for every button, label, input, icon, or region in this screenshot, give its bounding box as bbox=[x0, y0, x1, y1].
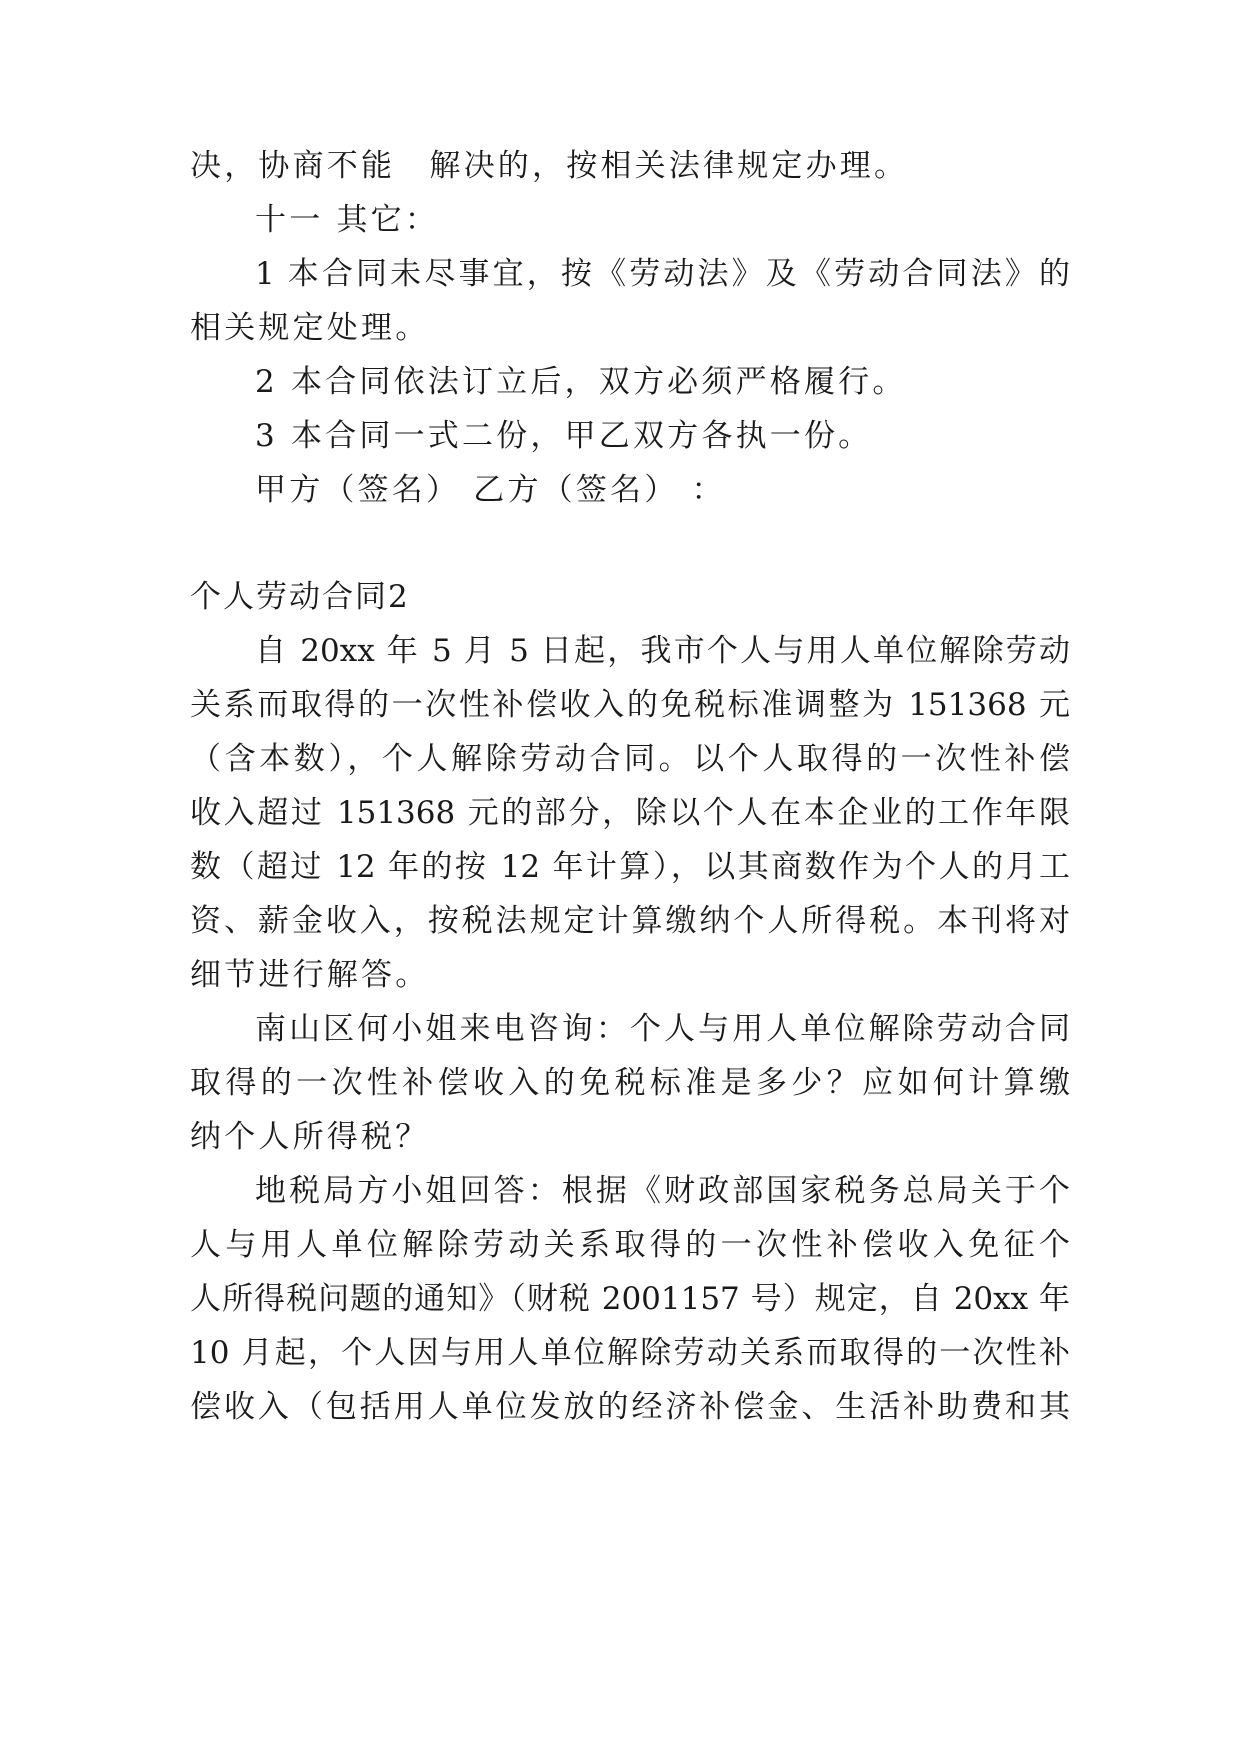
signature-line: 甲方（签名） 乙方（签名） ： bbox=[255, 472, 726, 508]
text-line: 3 本合同一式二份，甲乙双方各执一份。 bbox=[255, 418, 873, 454]
text-line: 偿收入（包括用人单位发放的经济补偿金、生活补助费和其 bbox=[190, 1389, 1070, 1425]
text-line: 关系而取得的一次性补偿收入的免税标准调整为 151368 元 bbox=[190, 687, 1070, 723]
text-line: 相关规定处理。 bbox=[190, 310, 430, 346]
text-line: （含本数），个人解除劳动合同。以个人取得的一次性补偿 bbox=[190, 741, 1070, 777]
section-heading: 十一 其它： bbox=[255, 202, 440, 238]
text-line: 收入超过 151368 元的部分，除以个人在本企业的工作年限 bbox=[190, 795, 1070, 831]
text-line: 数（超过 12 年的按 12 年计算），以其商数作为个人的月工 bbox=[190, 849, 1070, 885]
text-line: 细节进行解答。 bbox=[190, 957, 430, 993]
text-line: 2 本合同依法订立后，双方必须严格履行。 bbox=[255, 364, 907, 400]
text-line: 决，协商不能 解决的，按相关法律规定办理。 bbox=[190, 148, 909, 184]
text-line: 纳个人所得税？ bbox=[190, 1119, 430, 1155]
text-line: 人与用人单位解除劳动关系取得的一次性补偿收入免征个 bbox=[190, 1227, 1070, 1263]
text-line: 10 月起，个人因与用人单位解除劳动关系而取得的一次性补 bbox=[190, 1335, 1070, 1371]
text-line: 自 20xx 年 5 月 5 日起，我市个人与用人单位解除劳动 bbox=[255, 633, 1070, 669]
text-line: 人所得税问题的通知》（财税 2001157 号）规定，自 20xx 年 bbox=[190, 1281, 1070, 1317]
text-line: 南山区何小姐来电咨询：个人与用人单位解除劳动合同 bbox=[255, 1011, 1070, 1047]
section-title: 个人劳动合同2 bbox=[190, 579, 410, 615]
text-line: 1 本合同未尽事宜，按《劳动法》及《劳动合同法》的 bbox=[255, 256, 1070, 292]
text-line: 取得的一次性补偿收入的免税标准是多少？应如何计算缴 bbox=[190, 1065, 1070, 1101]
text-line: 资、薪金收入，按税法规定计算缴纳个人所得税。本刊将对 bbox=[190, 903, 1070, 939]
text-line: 地税局方小姐回答：根据《财政部国家税务总局关于个 bbox=[255, 1173, 1070, 1209]
